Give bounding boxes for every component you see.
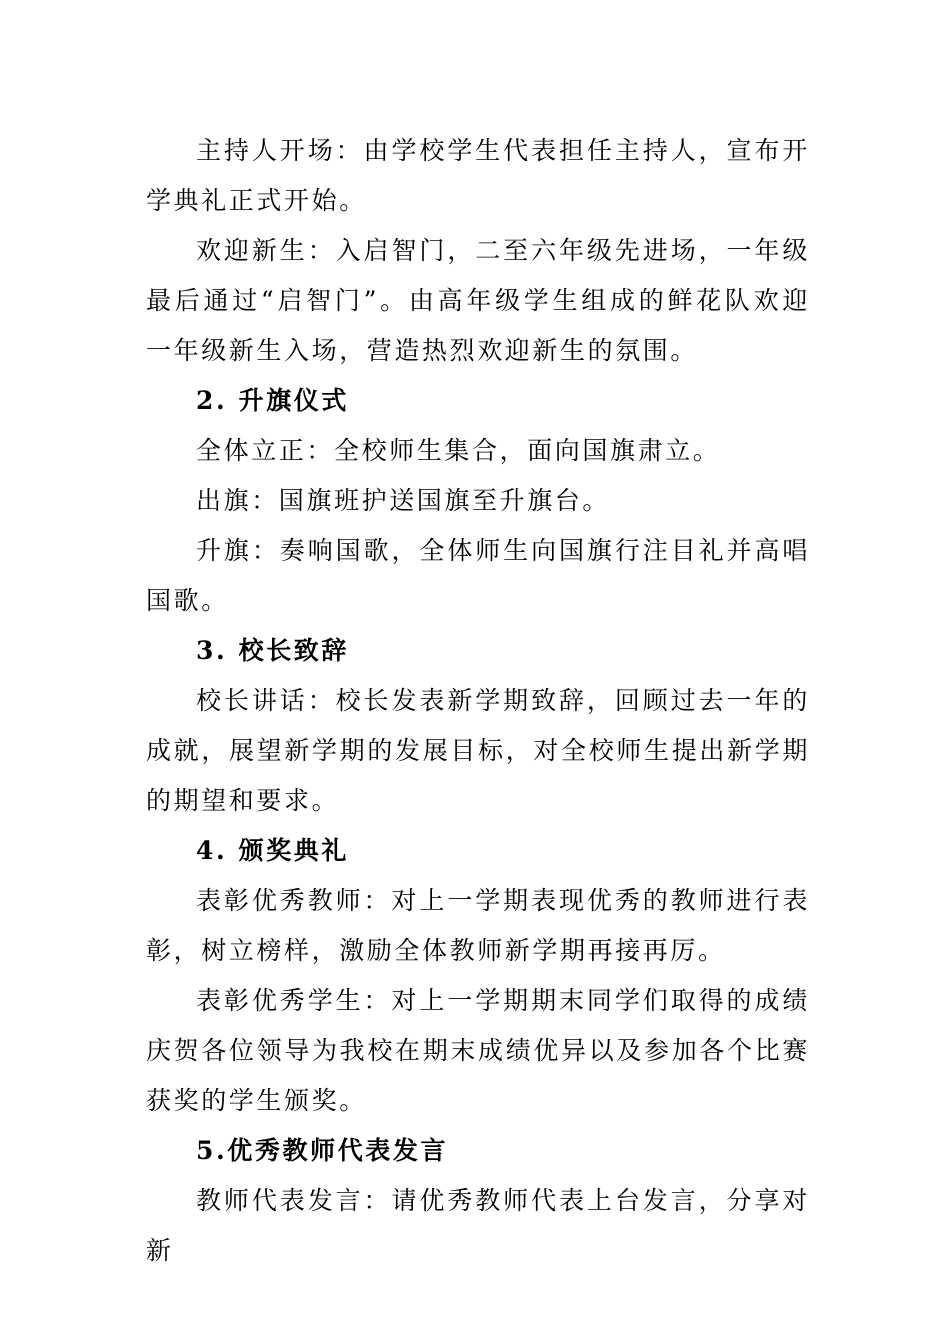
paragraph-welcome-new-students: 欢迎新生：入启智门，二至六年级先进场，一年级最后通过“启智门”。由高年级学生组成的鲜花队欢迎一年级新生入场，营造热烈欢迎新生的氛围。	[146, 236, 810, 365]
paragraph-teacher-awards: 表彰优秀教师：对上一学期表现优秀的教师进行表彰，树立榜样，激励全体教师新学期再接再厉。	[146, 886, 810, 965]
heading-principal-speech: 3. 校长致辞	[196, 636, 350, 665]
heading-flag-raising: 2. 升旗仪式	[196, 386, 350, 415]
paragraph-raise-flag: 升旗：奏响国歌，全体师生向国旗行注目礼并高唱国歌。	[146, 536, 810, 615]
paragraph-attention: 全体立正：全校师生集合，面向国旗肃立。	[196, 436, 721, 465]
paragraph-principal-talk: 校长讲话：校长发表新学期致辞，回顾过去一年的成就，展望新学期的发展目标，对全校师生提出新学期的期望和要求。	[146, 686, 810, 815]
document-body	[146, 126, 810, 1276]
heading-teacher-representative: 5.优秀教师代表发言	[196, 1136, 449, 1165]
paragraph-student-awards: 表彰优秀学生：对上一学期期末同学们取得的成绩庆贺各位领导为我校在期末成绩优异以及参加各个比赛获奖的学生颁奖。	[146, 986, 810, 1115]
heading-award-ceremony: 4. 颁奖典礼	[196, 836, 350, 865]
paragraph-flag-out: 出旗：国旗班护送国旗至升旗台。	[196, 486, 611, 515]
paragraph-teacher-speech: 教师代表发言：请优秀教师代表上台发言，分享对新	[146, 1186, 810, 1265]
paragraph-host-opening: 主持人开场：由学校学生代表担任主持人，宣布开学典礼正式开始。	[146, 136, 810, 215]
